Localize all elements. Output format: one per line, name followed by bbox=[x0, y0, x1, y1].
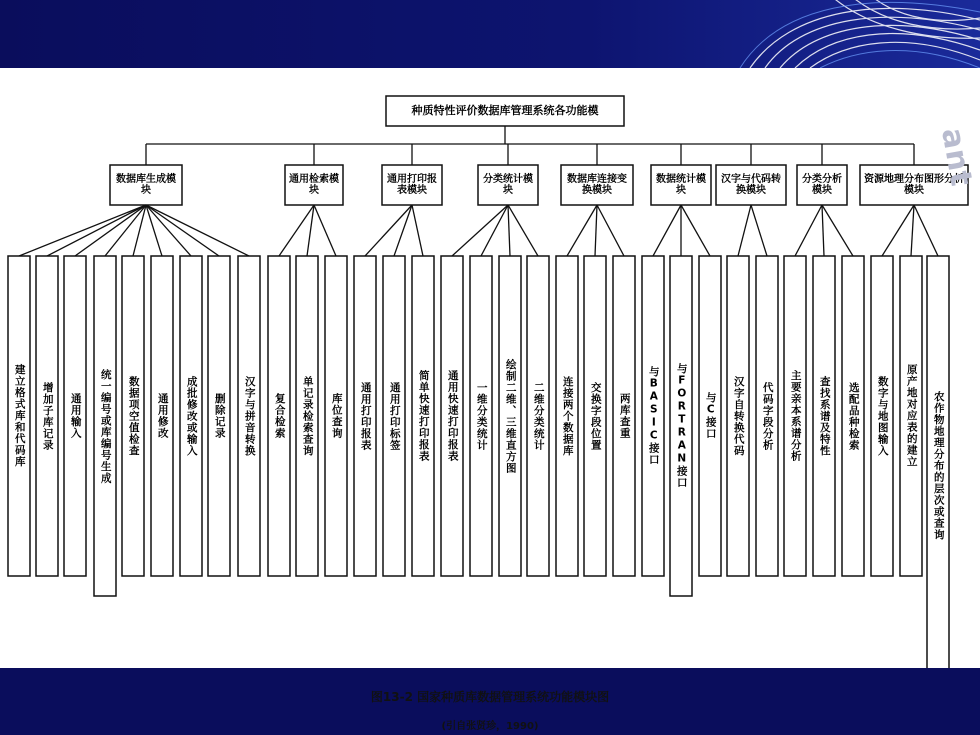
leaf-node-label: 汉字与拼音转换 bbox=[243, 375, 256, 457]
leaf-node-label: 库位查询 bbox=[330, 393, 343, 439]
leaf-connector-line bbox=[279, 205, 314, 256]
leaf-connector-line bbox=[146, 205, 219, 256]
leaf-node-label: 通用输入 bbox=[69, 393, 82, 439]
leaf-connector-line bbox=[595, 205, 597, 256]
leaf-node-label: 通用修改 bbox=[156, 393, 169, 439]
leaf-connector-line bbox=[914, 205, 938, 256]
leaf-node-label: 代码字段分析 bbox=[761, 381, 774, 451]
leaf-connector-line bbox=[508, 205, 538, 256]
leaf-node-label: 二维分类统计 bbox=[532, 381, 545, 451]
leaf-connector-line bbox=[314, 205, 336, 256]
leaf-node-label: 通用打印报表 bbox=[359, 381, 372, 451]
leaf-node-label: 简单快速打印报表 bbox=[417, 370, 430, 462]
leaf-node-label: 与C接口 bbox=[704, 392, 717, 440]
leaf-connector-line bbox=[795, 205, 822, 256]
leaf-node-label: 统一编号或库编号生成 bbox=[99, 368, 112, 484]
module-node-label: 分类分析模块 bbox=[802, 174, 842, 196]
module-node-label: 分类统计模块 bbox=[483, 174, 533, 196]
leaf-connector-line bbox=[738, 205, 751, 256]
leaf-connector-line bbox=[911, 205, 914, 256]
banner-letters: ant bbox=[934, 125, 979, 190]
leaf-node-label: 与BASIC接口 bbox=[647, 366, 660, 466]
leaf-node-label: 汉字自转换代码 bbox=[732, 375, 745, 457]
leaf-node-label: 交换字段位置 bbox=[589, 381, 602, 451]
leaf-connector-line bbox=[822, 205, 824, 256]
leaf-connector-line bbox=[597, 205, 624, 256]
root-node-label: 种质特性评价数据库管理系统各功能模 bbox=[411, 103, 599, 117]
leaf-connector-line bbox=[146, 205, 191, 256]
figure-source: (引自张贤珍，1990) bbox=[441, 721, 539, 732]
leaf-connector-line bbox=[882, 205, 914, 256]
leaf-node-label: 删除记录 bbox=[213, 393, 226, 439]
leaf-node-label: 绘制二维、三维直方图 bbox=[504, 358, 517, 474]
leaf-node-label: 数据项空值检查 bbox=[127, 375, 140, 457]
module-node-label: 数据库连接变换模块 bbox=[567, 174, 627, 196]
leaf-connector-line bbox=[452, 205, 508, 256]
leaf-node-label: 建立格式库和代码库 bbox=[13, 364, 26, 468]
leaf-node-label: 单记录检索查询 bbox=[301, 375, 314, 457]
leaf-node-label: 复合检索 bbox=[273, 393, 286, 439]
leaf-connector-line bbox=[681, 205, 710, 256]
leaf-connector-line bbox=[567, 205, 597, 256]
module-node-label: 汉字与代码转换模块 bbox=[721, 174, 781, 196]
leaf-node-label: 两库查重 bbox=[618, 393, 631, 439]
leaf-node-label: 查找系谱及特性 bbox=[818, 375, 831, 457]
figure-caption: 图13-2 国家种质库数据管理系统功能模块图 bbox=[370, 690, 610, 704]
module-node-label: 数据统计模块 bbox=[656, 174, 706, 196]
leaf-node-label: 成批修改或输入 bbox=[185, 375, 198, 457]
swirl-decoration-icon bbox=[680, 0, 980, 68]
leaf-connector-line bbox=[146, 205, 162, 256]
module-node-label: 通用打印报表模块 bbox=[387, 174, 437, 196]
top-banner bbox=[0, 0, 980, 68]
leaf-node-label: 农作物地理分布的层次或查询 bbox=[932, 391, 945, 541]
diagram-area bbox=[0, 68, 980, 732]
leaf-connector-line bbox=[822, 205, 853, 256]
leaf-connector-line bbox=[394, 205, 412, 256]
leaf-connector-line bbox=[146, 205, 249, 256]
module-node-label: 数据库生成模块 bbox=[116, 174, 176, 196]
leaf-connector-line bbox=[508, 205, 510, 256]
leaf-node-label: 通用打印标签 bbox=[388, 381, 401, 451]
leaf-connector-line bbox=[412, 205, 423, 256]
leaf-connector-line bbox=[47, 205, 146, 256]
leaf-connector-line bbox=[19, 205, 146, 256]
leaf-node-label: 与FORTRAN接口 bbox=[675, 363, 688, 489]
leaf-connector-line bbox=[481, 205, 508, 256]
leaf-node-label: 主要亲本系谱分析 bbox=[789, 370, 802, 462]
leaf-node-label: 通用快速打印报表 bbox=[446, 370, 459, 462]
leaf-connector-line bbox=[365, 205, 412, 256]
leaf-node-label: 数字与地图输入 bbox=[876, 375, 889, 457]
module-node-label: 资源地理分布图形分析模块 bbox=[864, 174, 964, 196]
leaf-node-label: 增加子库记录 bbox=[41, 381, 54, 451]
leaf-connector-line bbox=[653, 205, 681, 256]
leaf-node-label: 连接两个数据库 bbox=[561, 375, 574, 457]
module-node-label: 通用检索模块 bbox=[289, 174, 339, 196]
leaf-connector-line bbox=[751, 205, 767, 256]
leaf-node-label: 原产地对应表的建立 bbox=[905, 364, 918, 468]
leaf-node-label: 一维分类统计 bbox=[475, 381, 488, 451]
leaf-node-label: 选配品种检索 bbox=[847, 381, 860, 451]
